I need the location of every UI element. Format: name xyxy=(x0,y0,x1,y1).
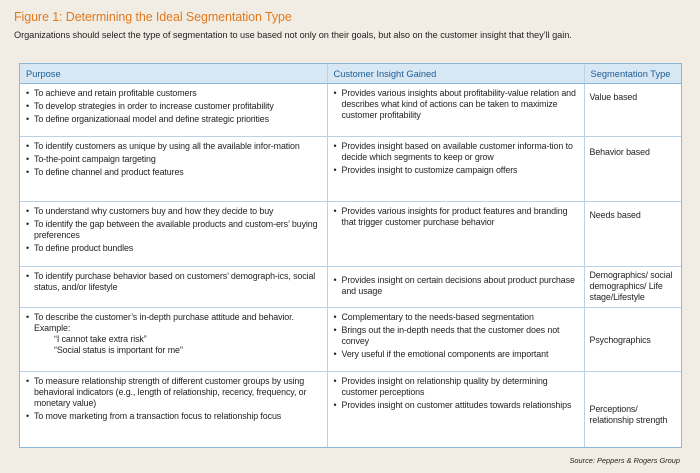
insight-cell xyxy=(327,137,584,202)
insight-cell xyxy=(327,372,584,448)
list-item: • To identify customers as unique by using all the available infor-mation xyxy=(26,141,321,152)
purpose-text: To describe the customer’s in-depth purchase attitude and behavior. Example: xyxy=(34,312,294,333)
list-item: • Provides various insights about profitability-value relation and describes what kind of actions can be taken to maximize customer profitability xyxy=(334,88,578,121)
insight-cell xyxy=(327,84,584,137)
segmentation-type-cell: Psychographics xyxy=(584,308,681,372)
list-item: • Provides insight based on available customer informa-tion to decide which segments to keep or grow xyxy=(334,141,578,163)
list-item: • Brings out the in-depth needs that the customer does not convey xyxy=(334,325,578,347)
table-row xyxy=(20,308,681,372)
segmentation-type-cell: Behavior based xyxy=(584,137,681,202)
figure-title: Figure 1: Determining the Ideal Segmentation Type xyxy=(14,10,292,24)
list-item: • Provides various insights for product features and branding that trigger customer purchase behavior xyxy=(334,206,578,228)
list-item: • To understand why customers buy and how they decide to buy xyxy=(26,206,321,217)
purpose-cell xyxy=(20,308,327,372)
list-item: • Very useful if the emotional components are important xyxy=(334,349,578,360)
table-row xyxy=(20,202,681,267)
purpose-cell xyxy=(20,137,327,202)
list-item: • Provides insight on relationship quality by determining customer perceptions xyxy=(334,376,578,398)
list-item: • Provides insight on customer attitudes towards relationships xyxy=(334,400,578,411)
insight-cell xyxy=(327,202,584,267)
table-row xyxy=(20,372,681,448)
segmentation-table xyxy=(19,63,682,448)
list-item xyxy=(26,312,321,356)
list-item: • To define organizationaal model and define strategic priorities xyxy=(26,114,321,125)
segmentation-type-cell: Demographics/ social demographics/ Life stage/Lifestyle xyxy=(584,267,681,308)
list-item: • To measure relationship strength of different customer groups by using behavioral indicators (e.g., length of relationship, recency, frequency, or monetary value) xyxy=(26,376,321,409)
list-item: • To define product bundles xyxy=(26,243,321,254)
table-row xyxy=(20,267,681,308)
insight-cell xyxy=(327,308,584,372)
header-segmentation-type: Segmentation Type xyxy=(584,64,681,84)
list-item: • To develop strategies in order to increase customer profitability xyxy=(26,101,321,112)
purpose-cell xyxy=(20,372,327,448)
example-quote: “I cannot take extra risk” xyxy=(54,334,147,344)
table-row xyxy=(20,84,681,137)
list-item: • To-the-point campaign targeting xyxy=(26,154,321,165)
list-item: • Provides insight on certain decisions about product purchase and usage xyxy=(334,275,578,297)
list-item: • Complementary to the needs-based segmentation xyxy=(334,312,578,323)
example-quote: “Social status is important for me” xyxy=(54,345,183,355)
purpose-cell xyxy=(20,202,327,267)
segmentation-type-cell: Needs based xyxy=(584,202,681,267)
figure-subtitle: Organizations should select the type of segmentation to use based not only on their goals, but also on the customer insight that they’ll gain. xyxy=(14,30,572,40)
insight-cell xyxy=(327,267,584,308)
header-purpose: Purpose xyxy=(20,64,327,84)
source-note: Source: Peppers & Rogers Group xyxy=(569,456,680,465)
table-header-row xyxy=(20,64,681,84)
list-item: • To achieve and retain profitable customers xyxy=(26,88,321,99)
segmentation-type-cell: Perceptions/ relationship strength xyxy=(589,404,668,425)
list-item: • To identify the gap between the available products and custom-ers’ buying preferences xyxy=(26,219,321,241)
table-row xyxy=(20,137,681,202)
list-item: • To define channel and product features xyxy=(26,167,321,178)
purpose-cell xyxy=(20,267,327,308)
list-item: • To identify purchase behavior based on customers’ demograph-ics, social status, and/or lifestyle xyxy=(26,271,321,293)
segmentation-type-cell: Value based xyxy=(584,84,681,137)
purpose-cell xyxy=(20,84,327,137)
list-item: • Provides insight to customize campaign offers xyxy=(334,165,578,176)
list-item: • To move marketing from a transaction focus to relationship focus xyxy=(26,411,321,422)
header-customer-insight: Customer Insight Gained xyxy=(327,64,584,84)
